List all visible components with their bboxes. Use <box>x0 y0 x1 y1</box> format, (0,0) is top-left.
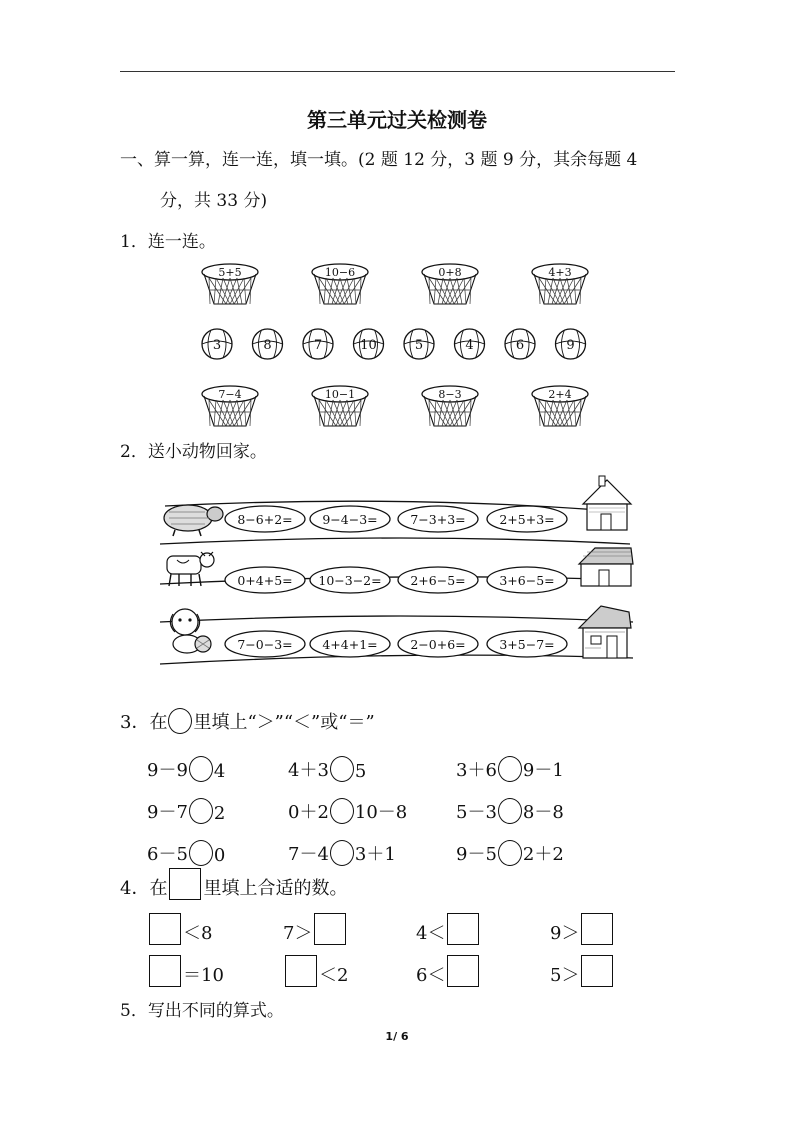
compare-right: 0 <box>213 845 226 866</box>
circle-slot-example <box>168 708 192 734</box>
compare-circle-slot[interactable] <box>330 756 354 782</box>
fill-box-slot[interactable] <box>581 913 613 945</box>
expression-oval <box>487 631 567 657</box>
fill-item <box>416 955 481 987</box>
section1-instruction-line2: 分，共 33 分) <box>160 191 268 211</box>
compare-circle-slot[interactable] <box>189 756 213 782</box>
compare-left: 9－9 <box>147 760 188 781</box>
fill-box-slot[interactable] <box>447 955 479 987</box>
q3-label-num: 3．在 <box>120 712 168 733</box>
ball-number: 3 <box>212 338 222 353</box>
basketball-hoop-icon <box>532 386 588 426</box>
compare-circle-slot[interactable] <box>498 798 522 824</box>
expression-oval <box>487 506 567 532</box>
compare-left: 7－4 <box>288 844 329 865</box>
compare-right: 10－8 <box>354 802 408 823</box>
fill-item <box>416 913 481 945</box>
q4-label-num: 4．在 <box>120 878 168 899</box>
compare-circle-slot[interactable] <box>330 798 354 824</box>
fill-right: ＜2 <box>319 965 349 986</box>
fill-item <box>550 955 615 987</box>
basketball-icon <box>556 329 586 359</box>
fill-box-slot[interactable] <box>581 955 613 987</box>
fill-left: 4＜ <box>416 923 446 944</box>
oval-expression: 2−0+6= <box>410 637 466 652</box>
expression-oval <box>487 567 567 593</box>
ball-number: 4 <box>465 338 474 353</box>
compare-item <box>147 798 225 824</box>
compare-item <box>288 798 407 824</box>
fill-item <box>550 913 615 945</box>
ball-number: 6 <box>515 338 525 353</box>
oval-expression: 4+4+1= <box>322 637 378 652</box>
oval-expression: 2+5+3= <box>499 512 555 527</box>
basketball-hoop-icon <box>532 264 588 304</box>
fill-left: 5＞ <box>550 965 580 986</box>
house-icon <box>579 606 631 658</box>
basketball-icon <box>303 329 333 359</box>
ball-number: 10 <box>360 338 377 353</box>
page-number: 1/ 6 <box>385 1030 409 1043</box>
pig-icon <box>164 505 223 536</box>
hoop-expression: 10−6 <box>324 266 356 279</box>
header-rule <box>120 71 675 72</box>
compare-left: 0＋2 <box>288 802 329 823</box>
compare-item <box>288 756 366 782</box>
hoop-expression: 8−3 <box>438 388 462 401</box>
expression-oval <box>398 567 478 593</box>
expression-oval <box>225 506 305 532</box>
q4-label <box>120 868 347 900</box>
expression-oval <box>310 567 390 593</box>
compare-right: 3＋1 <box>354 844 396 865</box>
ball-number: 9 <box>566 338 575 353</box>
basketball-icon <box>253 329 283 359</box>
hoop-expression: 10−1 <box>324 388 356 401</box>
oval-expression: 9−4−3= <box>322 512 378 527</box>
fill-left: 6＜ <box>416 965 446 986</box>
compare-right: 8－8 <box>522 802 564 823</box>
hoop-expression: 5+5 <box>218 266 242 279</box>
compare-right: 9－1 <box>522 760 564 781</box>
basketball-hoop-icon <box>312 386 368 426</box>
oval-expression: 0+4+5= <box>237 573 293 588</box>
q1-connect-figure <box>190 258 610 430</box>
compare-item <box>456 840 564 866</box>
hoop-expression: 0+8 <box>438 266 462 279</box>
fill-right: ＜8 <box>183 923 213 944</box>
oval-expression: 10−3−2= <box>318 573 382 588</box>
ball-number: 7 <box>313 338 323 353</box>
expression-oval <box>398 631 478 657</box>
oval-expression: 2+6−5= <box>410 573 466 588</box>
oval-expression: 3+5−7= <box>499 637 555 652</box>
expression-oval <box>310 506 390 532</box>
ball-number: 5 <box>414 338 424 353</box>
box-slot-example <box>169 868 201 900</box>
q3-label <box>120 708 375 734</box>
compare-circle-slot[interactable] <box>498 840 522 866</box>
compare-circle-slot[interactable] <box>189 840 213 866</box>
ball-number: 8 <box>263 338 272 353</box>
compare-circle-slot[interactable] <box>498 756 522 782</box>
compare-circle-slot[interactable] <box>330 840 354 866</box>
basketball-icon <box>354 329 384 359</box>
compare-left: 9－5 <box>456 844 497 865</box>
q3-label-rest: 里填上“＞”“＜”或“＝” <box>193 712 375 733</box>
oval-expression: 3+6−5= <box>499 573 555 588</box>
q1-label: 1．连一连。 <box>120 232 216 252</box>
expression-oval <box>310 631 390 657</box>
fill-box-slot[interactable] <box>314 913 346 945</box>
section1-instruction-line1: 一、算一算，连一连，填一填。(2 题 12 分，3 题 9 分，其余每题 4 <box>120 150 638 170</box>
oval-expression: 7−0−3= <box>237 637 293 652</box>
expression-oval <box>225 567 305 593</box>
basketball-icon <box>404 329 434 359</box>
hoop-expression: 4+3 <box>548 266 572 279</box>
hoop-expression: 7−4 <box>218 388 242 401</box>
q2-animal-paths-figure <box>155 472 645 677</box>
compare-item <box>456 756 564 782</box>
basketball-hoop-icon <box>202 386 258 426</box>
basketball-icon <box>202 329 232 359</box>
cow-icon <box>167 552 214 586</box>
basketball-hoop-icon <box>422 386 478 426</box>
fill-box-slot[interactable] <box>149 955 181 987</box>
basketball-hoop-icon <box>202 264 258 304</box>
fill-item <box>283 955 348 987</box>
compare-right: 2＋2 <box>522 844 564 865</box>
compare-right: 4 <box>213 761 226 782</box>
compare-item <box>147 840 225 866</box>
fill-left: 9＞ <box>550 923 580 944</box>
basketball-icon <box>455 329 485 359</box>
hoop-expression: 2+4 <box>548 388 572 401</box>
fill-right: ＝10 <box>183 965 224 986</box>
compare-item <box>456 798 564 824</box>
compare-item <box>147 756 225 782</box>
compare-left: 6－5 <box>147 844 188 865</box>
q4-label-rest: 里填上合适的数。 <box>203 878 348 899</box>
fill-box-slot[interactable] <box>149 913 181 945</box>
fill-item <box>283 913 348 945</box>
house-icon <box>579 548 633 586</box>
compare-left: 4＋3 <box>288 760 329 781</box>
compare-left: 9－7 <box>147 802 188 823</box>
compare-left: 3＋6 <box>456 760 497 781</box>
compare-item <box>288 840 396 866</box>
q5-label: 5．写出不同的算式。 <box>120 1001 284 1021</box>
compare-right: 5 <box>354 761 367 782</box>
basketball-hoop-icon <box>422 264 478 304</box>
oval-expression: 8−6+2= <box>237 512 293 527</box>
fill-box-slot[interactable] <box>285 955 317 987</box>
compare-left: 5－3 <box>456 802 497 823</box>
expression-oval <box>398 506 478 532</box>
compare-right: 2 <box>213 803 226 824</box>
expression-oval <box>225 631 305 657</box>
basketball-icon <box>505 329 535 359</box>
oval-expression: 7−3+3= <box>410 512 466 527</box>
compare-circle-slot[interactable] <box>189 798 213 824</box>
fill-box-slot[interactable] <box>447 913 479 945</box>
basketball-hoop-icon <box>312 264 368 304</box>
q2-label: 2．送小动物回家。 <box>120 442 267 462</box>
fill-left: 7＞ <box>283 923 313 944</box>
fill-item <box>147 955 224 987</box>
page-title: 第三单元过关检测卷 <box>307 108 487 132</box>
fill-item <box>147 913 212 945</box>
puppy-icon <box>170 609 211 653</box>
house-icon <box>583 476 631 530</box>
